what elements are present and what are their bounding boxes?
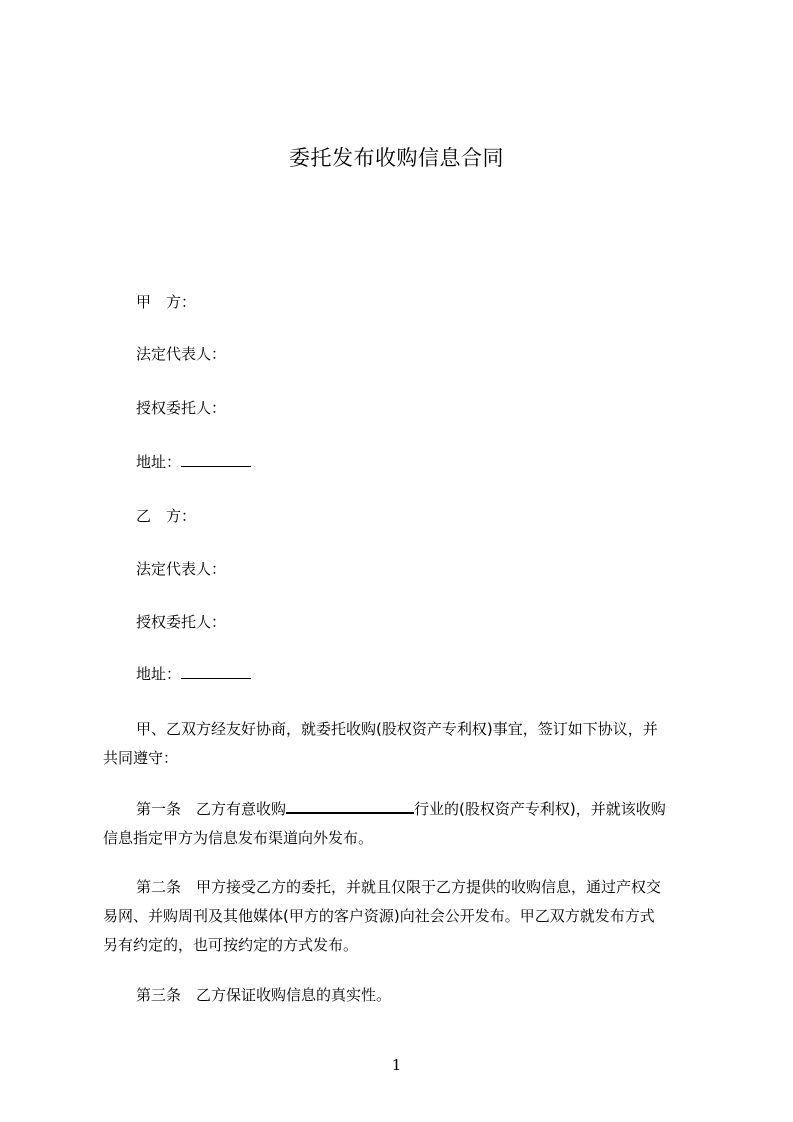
article-2-line: 第二条 甲方接受乙方的委托，并就且仅限于乙方提供的收购信息，通过产权交 — [136, 878, 662, 896]
page-number: 1 — [391, 1056, 402, 1074]
party-a-address-blank — [181, 452, 251, 467]
document-title: 委托发布收购信息合同 — [289, 146, 504, 170]
article-1-paragraph — [103, 795, 701, 853]
article-1-text-after: 行业的(股权资产专利权)，并就该收购 — [414, 800, 666, 818]
article-1-line: 信息指定甲方为信息发布渠道向外发布。 — [103, 829, 374, 847]
party-b-address — [136, 664, 251, 684]
article-1-text-before: 第一条 乙方有意收购 — [136, 800, 287, 818]
party-b-address-blank — [181, 664, 251, 679]
industry-blank — [286, 800, 414, 814]
article-3-paragraph — [103, 981, 701, 1010]
party-b-address-label: 地址： — [136, 665, 182, 683]
article-1-line — [103, 795, 701, 824]
preamble-paragraph — [103, 715, 701, 773]
party-b-label: 乙 方： — [136, 507, 197, 525]
party-a-address — [136, 452, 251, 472]
party-a-legal-rep: 法定代表人： — [136, 345, 227, 363]
article-2-line: 易网、并购周刊及其他媒体(甲方的客户资源)向社会公开发布。甲乙双方就发布方式 — [103, 907, 655, 925]
article-2-line: 另有约定的，也可按约定的方式发布。 — [103, 936, 359, 954]
preamble-line: 甲、乙双方经友好协商，就委托收购(股权资产专利权)事宜，签订如下协议，并 — [136, 720, 658, 738]
party-b-authorized: 授权委托人： — [136, 613, 227, 631]
party-b-legal-rep: 法定代表人： — [136, 560, 227, 578]
party-a-label: 甲 方： — [136, 293, 197, 311]
preamble-line: 共同遵守： — [103, 749, 179, 767]
article-3-line: 第三条 乙方保证收购信息的真实性。 — [136, 986, 392, 1004]
article-2-paragraph — [103, 873, 701, 960]
party-a-address-label: 地址： — [136, 453, 182, 471]
party-a-authorized: 授权委托人： — [136, 399, 227, 417]
